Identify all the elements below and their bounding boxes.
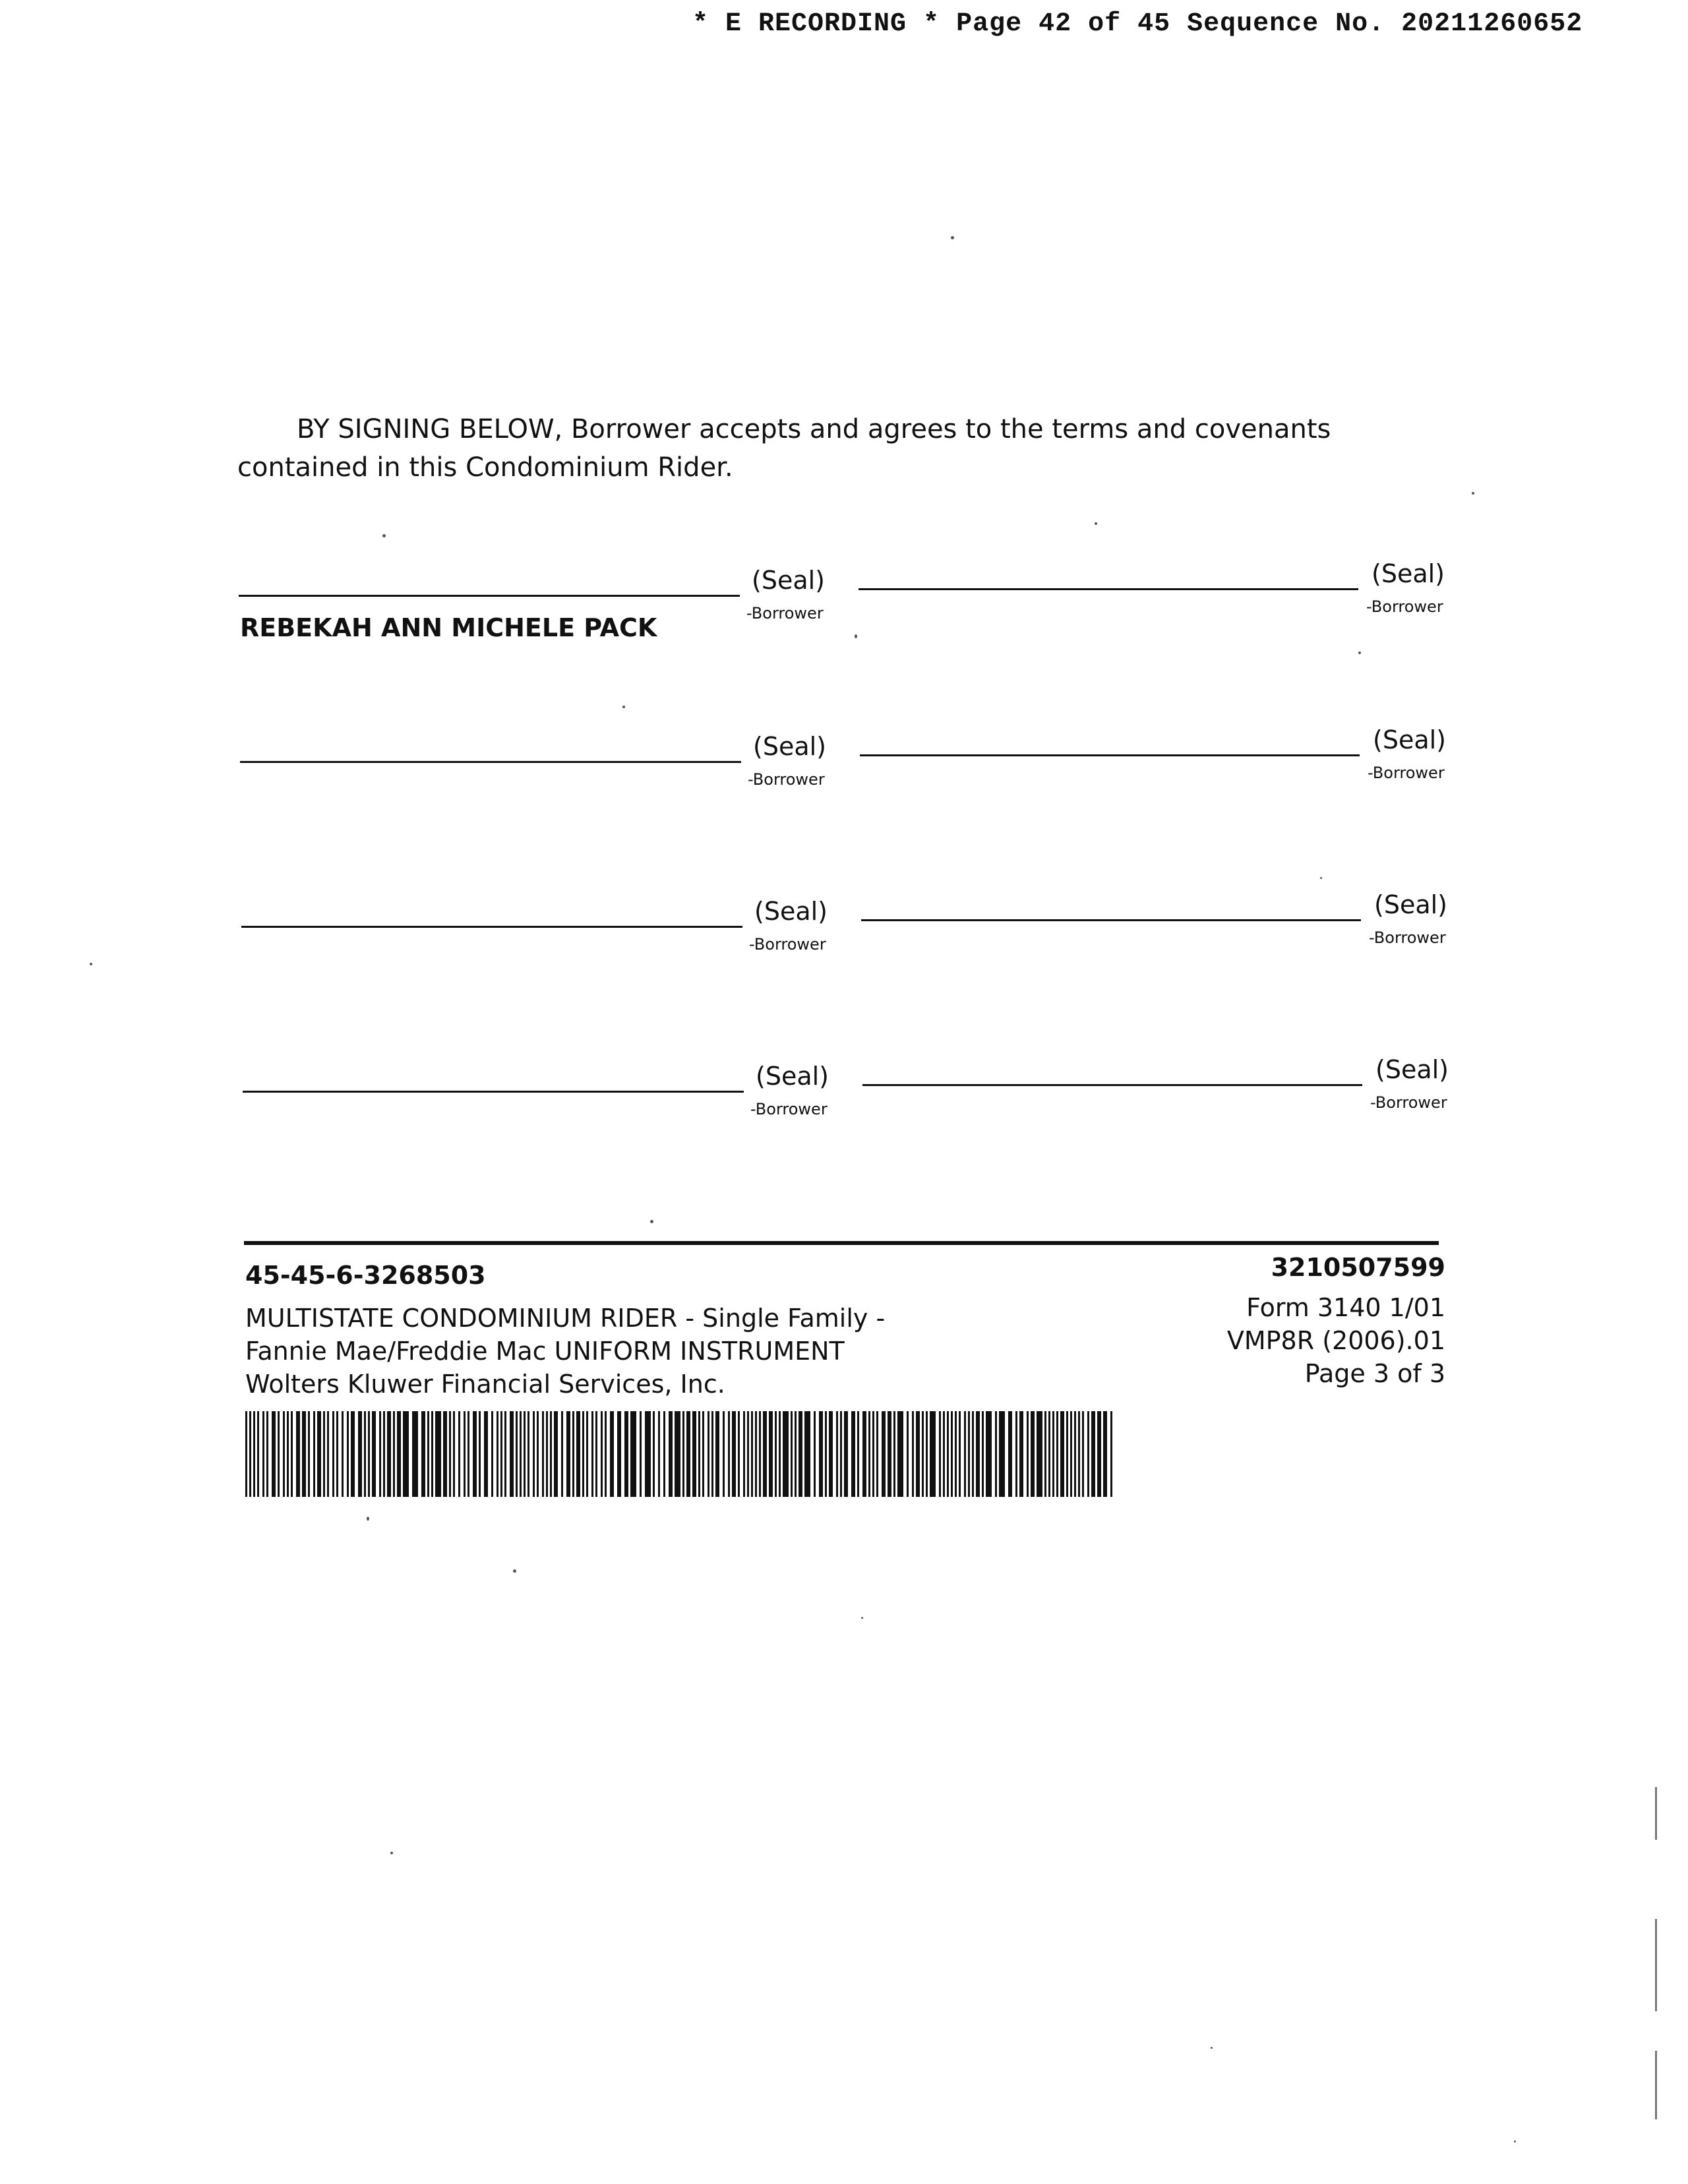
barcode-bar — [449, 1411, 451, 1497]
barcode-bar — [291, 1411, 293, 1497]
barcode-bar — [313, 1411, 315, 1497]
scan-speck — [861, 1617, 863, 1619]
barcode-bar — [591, 1411, 593, 1497]
barcode-bar — [1037, 1411, 1042, 1497]
barcode-bar — [976, 1411, 980, 1497]
barcode-bar — [278, 1411, 280, 1497]
barcode-bar — [893, 1411, 895, 1497]
barcode-bar — [262, 1411, 264, 1497]
scan-speck — [513, 1569, 516, 1573]
barcode-bar — [698, 1411, 700, 1497]
barcode-bar — [732, 1411, 736, 1497]
barcode-bar — [266, 1411, 268, 1497]
barcode-bar — [763, 1411, 767, 1497]
loan-number: 3210507599 — [1271, 1253, 1445, 1282]
seal-label: (Seal) — [756, 1062, 829, 1091]
barcode-bar — [617, 1411, 621, 1497]
seal-label: (Seal) — [1375, 1055, 1449, 1084]
barcode-bar — [814, 1411, 816, 1497]
form-title-line1: MULTISTATE CONDOMINIUM RIDER - Single Family - — [245, 1304, 886, 1333]
barcode-bar — [1060, 1411, 1064, 1497]
barcode-bar — [537, 1411, 539, 1497]
barcode-bar — [368, 1411, 370, 1497]
barcode-bar — [421, 1411, 425, 1497]
barcode-bar — [272, 1411, 276, 1497]
barcode-bar — [458, 1411, 460, 1497]
signature-line[interactable] — [243, 1091, 744, 1093]
barcode-bar — [829, 1411, 833, 1497]
signature-block-2 — [859, 550, 1472, 629]
barcode-bar — [504, 1411, 506, 1497]
barcode-bar — [257, 1411, 259, 1497]
barcode-bar — [332, 1411, 334, 1497]
barcode-bar — [819, 1411, 823, 1497]
barcode-bar — [930, 1411, 936, 1497]
barcode-bar — [743, 1411, 745, 1497]
role-label: -Borrower — [1369, 928, 1446, 947]
barcode-bar — [986, 1411, 992, 1497]
edge-mark — [1655, 1919, 1657, 2011]
barcode-bar — [769, 1411, 773, 1497]
barcode-bar — [287, 1411, 289, 1497]
document-id: 45-45-6-3268503 — [245, 1261, 486, 1290]
barcode-bar — [1070, 1411, 1072, 1497]
signature-block-8 — [862, 1046, 1476, 1125]
scan-speck — [1514, 2140, 1516, 2142]
footer-left — [245, 1259, 1037, 1401]
barcode-bar — [372, 1411, 376, 1497]
barcode-bar — [516, 1411, 518, 1497]
barcode-bar — [897, 1411, 903, 1497]
barcode-bar — [723, 1411, 725, 1497]
barcode-bar — [601, 1411, 603, 1497]
barcode-bar — [302, 1411, 306, 1497]
barcode-bar — [453, 1411, 455, 1497]
barcode-bar — [1082, 1411, 1084, 1497]
barcode-bar — [497, 1411, 498, 1497]
barcode-bar — [939, 1411, 941, 1497]
barcode-bar — [572, 1411, 574, 1497]
barcode-bar — [1078, 1411, 1080, 1497]
role-label: -Borrower — [1366, 597, 1443, 616]
barcode-bar — [327, 1411, 329, 1497]
barcode-bar — [283, 1411, 285, 1497]
barcode-bar — [542, 1411, 544, 1497]
barcode-bar — [253, 1411, 255, 1497]
barcode-bar — [566, 1411, 570, 1497]
barcode-bar — [546, 1411, 548, 1497]
barcode-bar — [702, 1411, 704, 1497]
scan-speck — [622, 706, 625, 708]
barcode-bar — [1044, 1411, 1046, 1497]
barcode-bar — [711, 1411, 713, 1497]
form-title-line2: Fannie Mae/Freddie Mac UNIFORM INSTRUMENT — [245, 1337, 845, 1366]
barcode-bar — [862, 1411, 866, 1497]
scan-speck — [650, 1220, 653, 1223]
barcode-bar — [775, 1411, 777, 1497]
barcode-bar — [959, 1411, 961, 1497]
barcode-bar — [955, 1411, 957, 1497]
signature-line[interactable] — [859, 588, 1358, 590]
barcode-bar — [443, 1411, 447, 1497]
barcode-bar — [783, 1411, 789, 1497]
edge-mark — [1655, 2097, 1657, 2119]
signature-block-1 — [239, 557, 852, 642]
barcode-bar — [645, 1411, 651, 1497]
barcode-bar — [1015, 1411, 1017, 1497]
barcode-bar — [431, 1411, 433, 1497]
signature-block-7 — [243, 1052, 856, 1132]
barcode-bar — [1048, 1411, 1050, 1497]
vmp-code: VMP8R (2006).01 — [1226, 1326, 1445, 1355]
barcode-bar — [427, 1411, 429, 1497]
barcode-bar — [995, 1411, 997, 1497]
page-of: Page 3 of 3 — [1304, 1359, 1445, 1388]
barcode-bar — [576, 1411, 580, 1497]
barcode-bar — [473, 1411, 477, 1497]
seal-label: (Seal) — [1372, 559, 1445, 588]
barcode-bar — [379, 1411, 381, 1497]
scan-speck — [951, 236, 954, 239]
scan-speck — [1095, 522, 1097, 525]
barcode-bar — [907, 1411, 909, 1497]
barcode-bar — [624, 1411, 628, 1497]
barcode-bar — [383, 1411, 385, 1497]
role-label: -Borrower — [750, 1100, 828, 1118]
barcode-bar — [550, 1411, 552, 1497]
barcode-bar — [342, 1411, 344, 1497]
barcode-bar — [605, 1411, 607, 1497]
edge-mark — [1655, 2051, 1657, 2104]
barcode-bar — [364, 1411, 366, 1497]
scan-speck — [1472, 492, 1474, 495]
barcode-bar — [351, 1411, 355, 1497]
barcode-bar — [582, 1411, 584, 1497]
barcode-bar — [500, 1411, 502, 1497]
barcode-bar — [675, 1411, 680, 1497]
barcode-bar — [561, 1411, 563, 1497]
barcode-bar — [1019, 1411, 1023, 1497]
barcode-bar — [943, 1411, 945, 1497]
barcode-bar — [795, 1411, 797, 1497]
role-label: -Borrower — [1368, 764, 1445, 782]
seal-label: (Seal) — [754, 897, 828, 926]
edge-mark — [1655, 1787, 1657, 1840]
barcode-bar — [524, 1411, 526, 1497]
barcode-bar — [964, 1411, 966, 1497]
barcode-bar — [484, 1411, 488, 1497]
publisher: Wolters Kluwer Financial Services, Inc. — [245, 1370, 725, 1399]
barcode-bar — [825, 1411, 827, 1497]
seal-label: (Seal) — [1374, 890, 1447, 919]
scan-speck — [390, 1852, 393, 1854]
scan-speck — [382, 534, 386, 537]
scan-speck — [367, 1517, 369, 1521]
barcode-bar — [1103, 1411, 1107, 1497]
barcode-bar — [857, 1411, 859, 1497]
signature-block-5 — [241, 888, 855, 967]
seal-label: (Seal) — [753, 732, 826, 761]
barcode-bar — [336, 1411, 338, 1497]
barcode-bar — [510, 1411, 514, 1497]
barcode-bar — [435, 1411, 441, 1497]
form-number: Form 3140 1/01 — [1246, 1293, 1445, 1322]
barcode-bar — [610, 1411, 614, 1497]
barcode-bar — [358, 1411, 362, 1497]
barcode-bar — [663, 1411, 665, 1497]
barcode-bar — [308, 1411, 310, 1497]
barcode-bar — [1052, 1411, 1054, 1497]
barcode-bar — [1066, 1411, 1068, 1497]
barcode-bar — [479, 1411, 481, 1497]
barcode-bar — [759, 1411, 761, 1497]
barcode-bar — [296, 1411, 300, 1497]
barcode-bar — [1087, 1411, 1089, 1497]
barcode-bar — [916, 1411, 920, 1497]
scan-speck — [1320, 877, 1322, 879]
barcode-bar — [882, 1411, 886, 1497]
barcode-bar — [888, 1411, 891, 1497]
barcode-bar — [1027, 1411, 1029, 1497]
barcode-bar — [751, 1411, 753, 1497]
barcode-bar — [323, 1411, 325, 1497]
barcode-bar — [799, 1411, 802, 1497]
barcode-bar — [317, 1411, 321, 1497]
barcode-bar — [755, 1411, 757, 1497]
scan-speck — [90, 963, 92, 965]
role-label: -Borrower — [749, 935, 826, 954]
barcode-bar — [840, 1411, 842, 1497]
barcode-bar — [836, 1411, 838, 1497]
barcode-bar — [1056, 1411, 1058, 1497]
barcode-bar — [1110, 1411, 1112, 1497]
barcode-bar — [682, 1411, 684, 1497]
barcode-bar — [922, 1411, 924, 1497]
recording-header: * E RECORDING * Page 42 of 45 Sequence No. 20211260652 — [692, 9, 1583, 39]
barcode-bar — [804, 1411, 810, 1497]
footer-right — [989, 1252, 1445, 1390]
barcode-bar — [791, 1411, 793, 1497]
signature-block-4 — [860, 716, 1473, 795]
barcode-bar — [387, 1411, 391, 1497]
scan-speck — [855, 634, 857, 638]
borrower-name: REBEKAH ANN MICHELE PACK — [240, 613, 657, 642]
signature-line[interactable] — [861, 919, 1361, 921]
barcode-bar — [653, 1411, 655, 1497]
barcode — [245, 1411, 1116, 1497]
signature-block-3 — [240, 723, 853, 802]
barcode-bar — [245, 1411, 247, 1497]
barcode-bar — [747, 1411, 749, 1497]
barcode-bar — [692, 1411, 696, 1497]
barcode-bar — [999, 1411, 1005, 1497]
barcode-bar — [686, 1411, 690, 1497]
barcode-bar — [876, 1411, 878, 1497]
signature-line[interactable] — [860, 754, 1360, 756]
barcode-bar — [972, 1411, 974, 1497]
scan-speck — [1211, 2047, 1213, 2049]
barcode-bar — [491, 1411, 493, 1497]
barcode-bar — [1008, 1411, 1012, 1497]
barcode-bar — [412, 1411, 418, 1497]
barcode-bar — [554, 1411, 558, 1497]
barcode-bar — [640, 1411, 642, 1497]
barcode-bar — [738, 1411, 740, 1497]
acceptance-text: BY SIGNING BELOW, Borrower accepts and agrees to the terms and covenants contained in this Condominium Rider. — [237, 414, 1331, 483]
barcode-bar — [982, 1411, 984, 1497]
barcode-bar — [669, 1411, 673, 1497]
barcode-bar — [1074, 1411, 1076, 1497]
barcode-bar — [844, 1411, 848, 1497]
barcode-bar — [868, 1411, 870, 1497]
signature-block-6 — [861, 881, 1474, 960]
barcode-bar — [1097, 1411, 1101, 1497]
footer-rule — [244, 1241, 1439, 1245]
barcode-bar — [926, 1411, 928, 1497]
barcode-bar — [708, 1411, 709, 1497]
signature-line[interactable] — [241, 926, 742, 928]
scan-speck — [1358, 652, 1361, 654]
barcode-bar — [397, 1411, 401, 1497]
barcode-bar — [528, 1411, 529, 1497]
barcode-bar — [347, 1411, 349, 1497]
barcode-bar — [715, 1411, 719, 1497]
barcode-bar — [951, 1411, 953, 1497]
barcode-bar — [403, 1411, 409, 1497]
barcode-bar — [393, 1411, 395, 1497]
signature-line[interactable] — [239, 595, 740, 597]
barcode-bar — [947, 1411, 949, 1497]
barcode-bar — [249, 1411, 251, 1497]
barcode-bar — [595, 1411, 597, 1497]
role-label: -Borrower — [1370, 1093, 1447, 1112]
barcode-bar — [586, 1411, 588, 1497]
role-label: -Borrower — [748, 770, 825, 789]
barcode-bar — [872, 1411, 874, 1497]
barcode-bar — [520, 1411, 522, 1497]
barcode-bar — [467, 1411, 469, 1497]
barcode-bar — [1091, 1411, 1095, 1497]
acceptance-paragraph — [237, 410, 1451, 487]
barcode-bar — [464, 1411, 466, 1497]
barcode-bar — [658, 1411, 660, 1497]
barcode-bar — [1031, 1411, 1035, 1497]
barcode-bar — [779, 1411, 781, 1497]
role-label: -Borrower — [746, 604, 824, 622]
barcode-bar — [533, 1411, 535, 1497]
seal-label: (Seal) — [1373, 725, 1446, 754]
signature-line[interactable] — [862, 1084, 1362, 1086]
barcode-bar — [630, 1411, 636, 1497]
barcode-bar — [968, 1411, 970, 1497]
barcode-bar — [851, 1411, 855, 1497]
barcode-bar — [728, 1411, 730, 1497]
signature-line[interactable] — [240, 761, 741, 763]
barcode-bar — [912, 1411, 914, 1497]
seal-label: (Seal) — [752, 566, 825, 595]
